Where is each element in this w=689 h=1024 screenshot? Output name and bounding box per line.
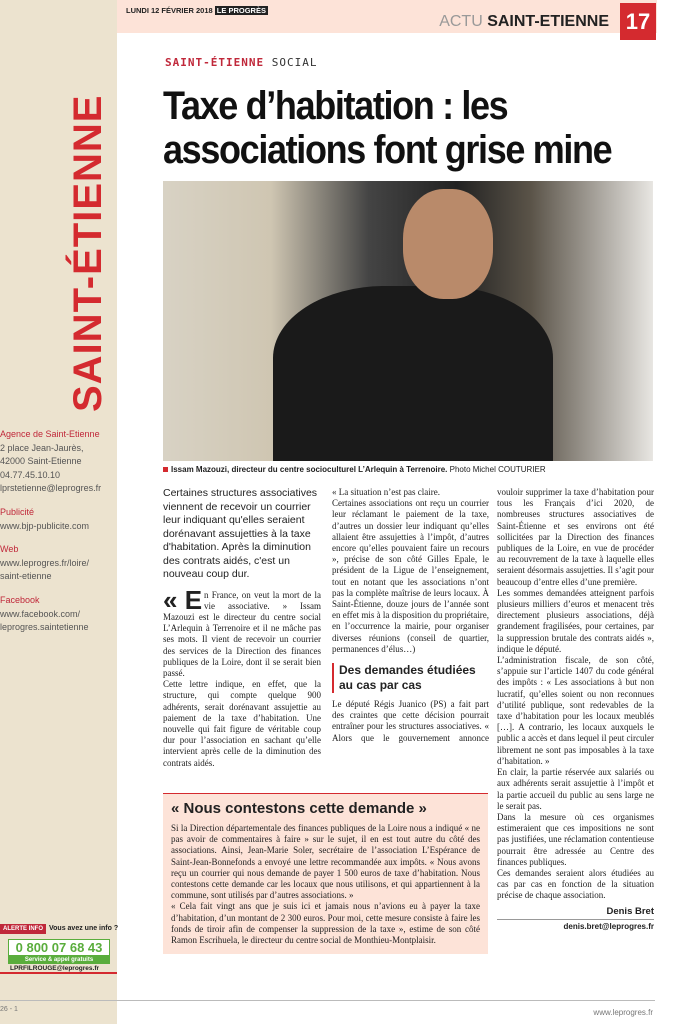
column-3	[497, 487, 654, 931]
alert-service: Service & appel gratuits	[8, 956, 110, 964]
drop-cap	[163, 584, 203, 615]
paragraph: Les sommes demandées atteignent parfois plusieurs milliers d’euros et menacent très directement plusieurs associations, déjà grandement fragilisées, pour certaines, par la suppression brutale des contrats aidés », indique le député.	[497, 587, 654, 654]
agency-title: Agence de Saint-Etienne	[0, 429, 100, 439]
agency-info	[0, 428, 117, 635]
pub-title: Publicité	[0, 506, 35, 517]
address-line: 2 place Jean-Jaurès,	[0, 442, 84, 453]
photo-figure	[273, 286, 553, 461]
paragraph: Dans la mesure où ces organismes estimeraient que ces impositions ne sont pas justifiées, une réclamation contentieuse pourrait être adressée au Centre des finances publiques.	[497, 811, 654, 867]
footer-folio: 26 - 1	[0, 1006, 18, 1013]
paragraph: Certaines associations ont reçu un courrier leur réclamant le paiement de la taxe, d’autres un dossier leur indiquant qu’elles allaient être assujetties à l’impôt, d’autres encore qu’elles pouvaient faire un recours », précise de son côté Gilles Epale, le président de la Ligue de l’enseignement, tout en notant que les associations n’ont pas la complète maîtrise de leurs locaux. À Saint-Étienne, douze jours de l’année sont en effet mis à la disposition du propriétaire, en l’occurrence la mairie, pour organiser diverses réunions (conseil de quartier, permanences d’élus…)	[332, 498, 489, 654]
drop-letter: E	[184, 584, 203, 615]
photo-credit: Photo Michel COUTURIER	[449, 465, 546, 474]
footer-divider	[0, 1000, 655, 1001]
photo-face	[403, 189, 493, 299]
column-2	[332, 487, 489, 744]
paragraph: Ces demandes seraient alors étudiées au cas par cas en fonction de la situation précise de chaque association.	[497, 867, 654, 901]
web-link[interactable]: saint-etienne	[0, 571, 52, 582]
paragraph: « La situation n’est pas claire.	[332, 487, 440, 497]
alert-phone[interactable]: 0 800 07 68 43	[8, 939, 110, 956]
issue-date	[126, 6, 268, 15]
paragraph-start	[332, 699, 489, 744]
phone: 04.77.45.10.10	[0, 469, 61, 480]
paragraph: L’administration fiscale, de son côté, s’appuie sur l’article 1407 du code général des impôts : « Les associations à but non lucratif, qu’elles soient ou non reconnues d’utilité publique, sont redevables de la taxe d’habitation pour les locaux meublés […]. A contrario, les locaux auxquels le public a accès et dans lequel il peut circuler librement ne sont pas imposables à la taxe d’habitation. »	[497, 655, 654, 766]
web-title: Web	[0, 544, 19, 555]
alert-tag: ALERTE INFO	[0, 924, 46, 934]
section-prefix: ACTU	[439, 13, 483, 30]
facebook-link[interactable]: www.facebook.com/	[0, 608, 81, 619]
drop-quote: «	[163, 584, 178, 615]
inset-box	[163, 793, 488, 954]
footer-url[interactable]: www.leprogres.fr	[593, 1008, 653, 1017]
inset-title: « Nous contestons cette demande »	[171, 800, 427, 817]
date-text: LUNDI 12 FÉVRIER 2018	[126, 6, 213, 15]
paragraph: Le député Régis Juanico (PS) a fait part des craintes que cette décision pourrait entraîner pour les structures associatives. « Alors que le gouvernement annonce	[332, 699, 489, 743]
paragraph-continuation	[497, 487, 654, 588]
address-line: 42000 Saint-Etienne	[0, 456, 82, 467]
facebook-link[interactable]: leprogres.saintetienne	[0, 622, 89, 633]
author-name: Denis Bret	[606, 905, 654, 917]
facebook-title: Facebook	[0, 594, 40, 605]
article-photo	[163, 181, 653, 461]
paragraph: En clair, la partie réservée aux salariés ou aux adhérents serait assujettie à l’impôt et la partie accueil du public au sens large ne le serait pas.	[497, 767, 654, 811]
page-number: 17	[620, 3, 656, 40]
paragraph-text: n France, on veut la mort de la vie associative. » Issam Mazouzi est le directeur du centre social L’Arlequin à Terrenoire et il ne mâche pas ses mots. Il vient de recevoir un courrier des services de la Direction des finances publiques de la Loire, dont il se serait bien passé.	[163, 589, 321, 678]
paragraph: Cette lettre indique, en effet, que la structure, qui compte quelque 900 adhérents, serait dorénavant assujettie au paiement de la taxe d’habitation. Une nouvelle qui fait figure de véritable coup dur pour l’association en sachant qu’elle intervient après celle de la diminution des contrats aidés.	[163, 679, 321, 768]
kicker	[165, 56, 317, 69]
author-email[interactable]: denis.bret@leprogres.fr	[497, 919, 654, 931]
paragraph	[163, 584, 321, 680]
alert-email[interactable]: LPRFILROUGE@leprogres.fr	[10, 965, 100, 972]
inset-paragraph: Si la Direction départementale des finances publiques de la Loire nous a indiqué « ne pas avoir de commentaires à faire » sur le sujet, il en est tout autre du côté des associations. Ainsi, Jean-Marie Soler, secrétaire de l’association L’Espérance de Saint-Jean-Bonnefonds a envoyé une lettre recommandée aux impôts. « Nous avons reçu un courrier qui nous demande de payer 1 500 euros de taxe d’habitation. Nous contestons cette demande car les locaux que nous utilisons, et qui appartiennent à la commune, sont utilisés par d’autres associations. »	[171, 823, 480, 901]
kicker-place: SAINT-ÉTIENNE	[165, 56, 265, 69]
alert-question: Vous avez une info ?	[49, 925, 119, 932]
kicker-topic: SOCIAL	[271, 56, 318, 69]
headline: Taxe d’habitation : les associations font grise mine	[163, 84, 612, 172]
lead-paragraph: Certaines structures associatives viennent de recevoir un courrier leur indiquant qu'elles seraient dorénavant assujetties à la taxe d'habitation. Après la diminution des contrats aidés, c'est un nouveau coup dur.	[163, 487, 318, 580]
photo-caption	[163, 465, 546, 474]
column-1	[163, 487, 321, 769]
caption-text: Issam Mazouzi, directeur du centre socioculturel L’Arlequin à Terrenoire.	[171, 465, 448, 474]
paragraph: vouloir supprimer la taxe d’habitation pour tous les Français d’ici 2020, de nombreuses structures associatives de Saint-Étienne et ses environs ont été sollicitées par la Direction des finances publiques de la Loire, en vue de procéder au recouvrement de la taxe à laquelle elles seraient désormais assujetties. Il s’agit pour beaucoup d’entre elles d’une première.	[497, 487, 654, 587]
caption-bullet-icon	[163, 467, 168, 472]
web-link[interactable]: www.leprogres.fr/loire/	[0, 557, 90, 568]
subheading: Des demandes étudiées au cas par cas	[332, 663, 489, 693]
section-title	[439, 13, 609, 31]
section-name: SAINT-ETIENNE	[487, 13, 609, 30]
email-link[interactable]: lprstetienne@leprogres.fr	[0, 483, 102, 494]
vertical-city-title: SAINT-ÉTIENNE	[66, 94, 110, 412]
paper-logo: LE PROGRÈS	[216, 6, 266, 15]
pub-link[interactable]: www.bjp-publicite.com	[0, 520, 90, 531]
alert-info-box	[0, 922, 117, 974]
inset-paragraph: « Cela fait vingt ans que je suis ici et jamais nous n’avions eu à payer la taxe d’habitation, d’un montant de 2 300 euros. Pour moi, cette mesure consiste à faire les fonds de tiroir afin de compenser la suppression de la taxe », estime de son côté Ramon Escrihuela, le directeur du centre social de Monthieu-Montplaisir.	[171, 901, 480, 946]
